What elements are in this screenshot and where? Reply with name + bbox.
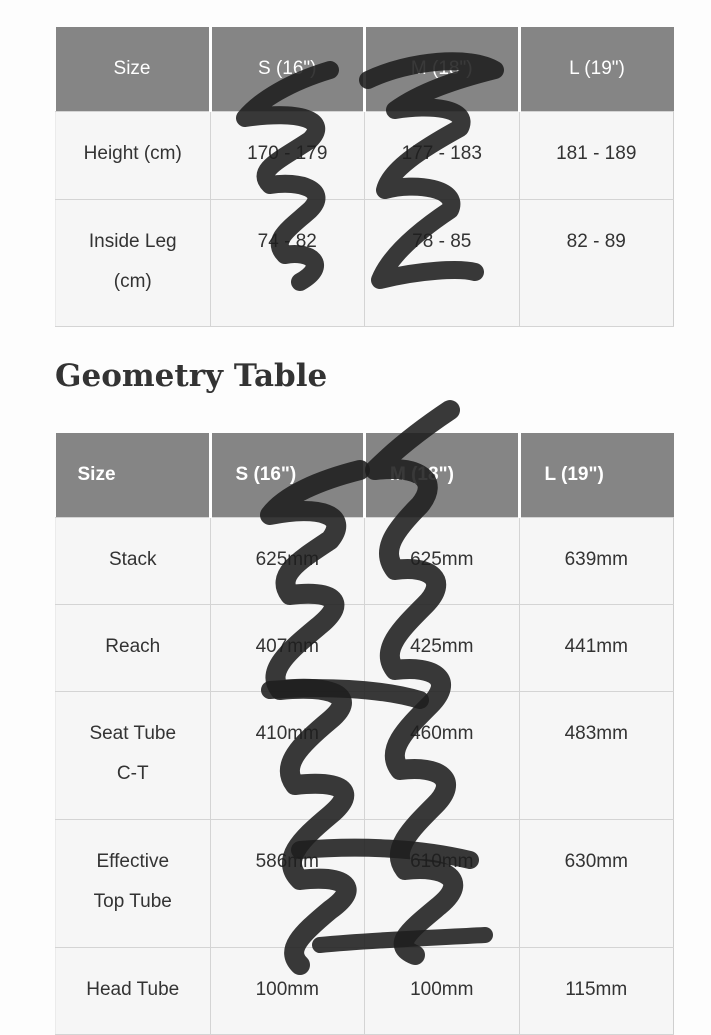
table-cell: 483mm <box>519 692 674 820</box>
size-header-cell: M (18") <box>365 27 520 112</box>
row-label-text: Inside Leg (cm) <box>88 231 177 292</box>
geometry-title: Geometry Table <box>55 358 328 394</box>
table-cell: 610mm <box>365 820 520 948</box>
table-cell: 100mm <box>365 948 520 1035</box>
geometry-header-cell: S (16") <box>210 433 365 518</box>
row-label: Height (cm) <box>56 112 211 200</box>
table-row <box>56 948 674 1035</box>
geometry-table <box>55 433 674 1035</box>
table-cell: 170 - 179 <box>210 112 365 200</box>
row-label-text: Seat Tube C-T <box>89 723 177 784</box>
table-cell: 441mm <box>519 605 674 692</box>
table-cell: 625mm <box>365 518 520 605</box>
table-cell: 586mm <box>210 820 365 948</box>
row-label: Reach <box>56 605 211 692</box>
table-row <box>56 112 674 200</box>
table-cell: 407mm <box>210 605 365 692</box>
table-cell: 410mm <box>210 692 365 820</box>
size-header-row <box>56 27 674 112</box>
row-label: Head Tube <box>56 948 211 1035</box>
table-cell: 639mm <box>519 518 674 605</box>
table-cell: 100mm <box>210 948 365 1035</box>
table-cell: 78 - 85 <box>365 200 520 327</box>
geometry-header-cell: L (19") <box>519 433 674 518</box>
table-row <box>56 200 674 327</box>
table-cell: 625mm <box>210 518 365 605</box>
table-row <box>56 518 674 605</box>
row-label <box>56 692 211 820</box>
table-cell: 74 - 82 <box>210 200 365 327</box>
table-cell: 425mm <box>365 605 520 692</box>
row-label-text: Effective Top Tube <box>93 851 172 912</box>
geometry-header-cell: Size <box>56 433 211 518</box>
table-cell: 630mm <box>519 820 674 948</box>
table-cell: 181 - 189 <box>519 112 674 200</box>
geometry-header-cell: M (18") <box>365 433 520 518</box>
geometry-header-row <box>56 433 674 518</box>
size-header-cell: Size <box>56 27 211 112</box>
table-cell: 82 - 89 <box>519 200 674 327</box>
row-label <box>56 820 211 948</box>
size-header-cell: S (16") <box>210 27 365 112</box>
table-cell: 177 - 183 <box>365 112 520 200</box>
row-label: Stack <box>56 518 211 605</box>
table-cell: 460mm <box>365 692 520 820</box>
table-cell: 115mm <box>519 948 674 1035</box>
table-row <box>56 605 674 692</box>
size-table <box>55 27 674 327</box>
row-label <box>56 200 211 327</box>
table-row <box>56 820 674 948</box>
table-row <box>56 692 674 820</box>
size-header-cell: L (19") <box>519 27 674 112</box>
